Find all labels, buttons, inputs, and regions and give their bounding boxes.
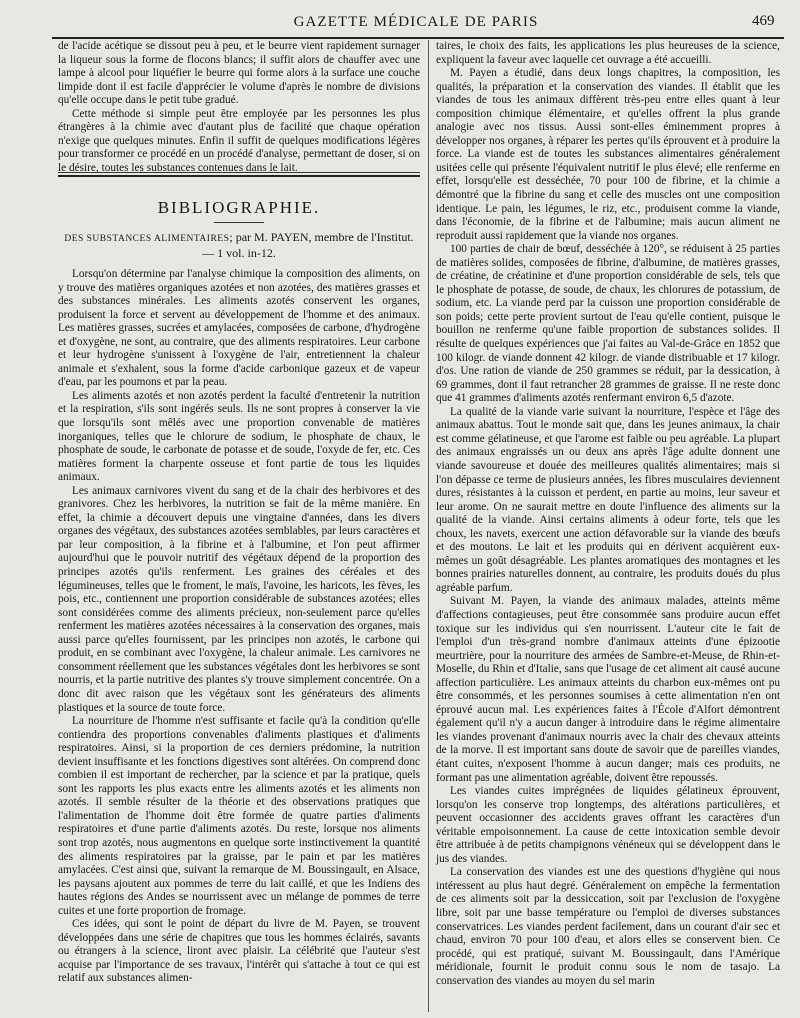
section-divider (58, 175, 420, 177)
paragraph: La qualité de la viande varie suivant la nourriture, l'espèce et l'âge des animaux abattus. Tout le monde sait que, dans les jeunes animaux, la chair est comme gélatineuse, et que l'arome est faible ou peu agréable. La plupart des animaux engraissés un ou deux ans après l'âge adulte donnent une viande savoureuse et douée des meilleures qualités alimentaires; mais si l'on dépasse ce terme de plusieurs années, les fibres musculaires deviennent dures, résistantes à la cuisson et perdent, en partie au moins, leur saveur et leur arome. On ne saurait mettre en doute l'influence des aliments sur la qualité de la viande. Ainsi certains aliments à odeur forte, tels que les choux, les navets, exercent une action défavorable sur la viande des bœufs et des moutons. Le lait et les produits qui en dérivent acquièrent eux-mêmes un goût désagréable. Les plantes aromatiques des montagnes et les bonnes prairies naturelles donnent, au contraire, les produits doués du plus agréable parfum. (436, 405, 780, 594)
section-title: BIBLIOGRAPHIE. (157, 198, 321, 217)
paragraph: Suivant M. Payen, la viande des animaux malades, atteints même d'affections contagieuses, peut être consommée sans produire aucun effet toxique sur les individus qui s'en nourrissent. L'auteur cite le fait de l'emploi d'un très-grand nombre d'animaux atteints d'une épizootie meurtrière, pour la nourriture des armées de Sambre-et-Meuse, de Rhin-et-Moselle, du Rhin et d'Italie, sans que l'usage de cet aliment ait causé aucune affection particulière. Les animaux atteints du charbon eux-mêmes ont pu être consommés, et les personnes soumises à cette alimentation n'en ont éprouvé aucun mal. Les expériences faites à l'École d'Alfort démontrent également qu'il n'y a aucun danger à introduire dans le régime alimentaire les viandes provenant d'animaux nourris avec la chair des chevaux atteints de la morve. Il est important sans doute de savoir que de pareilles viandes, étant cuites, n'exposent l'homme à aucun danger; mais ces produits, ne formant pas une alimentation agréable, doivent être repoussés. (436, 595, 780, 784)
paragraph: Les animaux carnivores vivent du sang et de la chair des herbivores et des granivores. Chez les herbivores, la nutrition se fait de la même manière. En effet, la chimie a découvert depuis une vingtaine d'années, dans les divers organes des végétaux, des substances azotées semblables, par leurs caractères et par leur composition, à la fibrine et à l'albumine, et l'on peut affirmer aujourd'hui que le pouvoir nutritif des végétaux dépend de la proportion des principes azotés qu'ils renferment. Les graines des céréales et des légumineuses, telles que le froment, le maïs, l'avoine, les haricots, les fèves, les pois, etc., contiennent une proportion considérable de substances azotées; elles sont considérées comme des aliments précieux, non-seulement parce qu'elles renferment les matières azotées nécessaires à la conservation des organes, mais aussi parce qu'elles fournissent, par les principes non azotés, le carbone qui produit, en se combinant avec l'oxygène, la chaleur animale. Les carnivores ne consomment réellement que les substances végétales dont les herbivores se sont nourris, et la partie nutritive des plantes s'y trouve simplement concentrée. On a donc dit avec raison que les végétaux sont les générateurs des aliments plastiques et la source de toute force. (58, 484, 420, 714)
bibliographic-reference (58, 230, 420, 260)
section-divider (58, 172, 420, 173)
paragraph: Cette méthode si simple peut être employée par les personnes les plus étrangères à la chimie avec d'autant plus de facilité que chaque opération n'exige que quelques minutes. Enfin il suffit de quelques modifications légères pour transformer ce procédé en un procédé d'analyse, permettant de doser, si on le désire, toutes les substances contenues dans le lait. (58, 107, 420, 174)
paragraph: Les aliments azotés et non azotés perdent la faculté d'entretenir la nutrition et la respiration, s'ils sont ingérés seuls. Ils ne sont propres à conserver la vie que lorsqu'ils sont mêlés avec une proportion convenable de matières inorganiques, telles que le chlorure de sodium, le phosphate de chaux, le phosphate de soude, le carbonate de potasse et de soude, l'oxyde de fer, etc. Ces matières forment la charpente osseuse et font partie de tous les liquides animaux. (58, 389, 420, 484)
paragraph: Les viandes cuites imprégnées de liquides gélatineux éprouvent, lorsqu'on les conserve trop longtemps, des altérations particulières, et peuvent occasionner des accidents graves offrant les caractères d'un véritable empoisonnement. La cause de cette intoxication semble devoir être attribuée à de petits champignons vénéneux qui se développent dans le jus des viandes. (436, 785, 780, 865)
right-column (436, 40, 780, 988)
paragraph: Lorsqu'on détermine par l'analyse chimique la composition des aliments, on y trouve des matières organiques azotées et non azotées, des matières grasses et des substances minérales. Les aliments azotés conservent les organes, produisent la force et servent au développement de l'homme et des animaux. Les matières grasses, sucrées et amylacées, composées de carbone, d'hydrogène et d'oxygène, ne sont, au contraire, que des aliments respiratoires. Leur carbone et leur hydrogène s'unissent à l'oxygène de l'air, entretiennent la chaleur animale et s'exhalent, sous la forme d'acide carbonique gazeux et de vapeur d'eau, par les poumons et par la peau. (58, 268, 420, 389)
paragraph: taires, le choix des faits, les applications les plus heureuses de la science, expliquent la faveur avec laquelle cet ouvrage a été accueilli. (436, 40, 780, 66)
paragraph: 100 parties de chair de bœuf, desséchée à 120°, se réduisent à 25 parties de matières solides, composées de fibrine, d'albumine, de matières grasses, de créatine, de créatinine et d'une proportion considérable de sels, tels que le phosphate de potasse, de soude, de chaux, les chlorures de potassium, de sodium, etc. La viande perd par la cuisson une proportion considérable de son poids; cette perte provient surtout de l'eau qu'elle contient, puisque le bouillon ne renferme qu'une faible proportion de substances solides. Il résulte de quelques expériences que j'ai faites au Val-de-Grâce en 1852 que 100 kilogr. de viande donnent 42 kilogr. de viande distribuable et 17 kilogr. d'os. Une ration de viande de 250 grammes se réduit, par la dessication, à 69 grammes, dont il faut retrancher 28 grammes de graisse. Il ne reste donc que 41 grammes d'aliments azotés renfermant environ 6,5 d'azote. (436, 243, 780, 405)
column-separator (428, 40, 429, 1012)
left-column-top (58, 40, 420, 175)
left-column-body (58, 268, 420, 986)
paragraph: M. Payen a étudié, dans deux longs chapitres, la composition, les qualités, la préparation et la conservation des viandes. Il établit que les viandes de tous les animaux diffèrent très-peu entre elles quant à leur composition chimique élémentaire, et qu'elles offrent la plus grande analogie avec nos tissus. Aussi sont-elles éminemment propres à développer nos organes, à réparer les pertes qu'ils éprouvent et à produire la force. La viande est de toutes les substances alimentaires généralement usitées celle qui présente l'équivalent nutritif le plus élevé; elle renferme en effet, lorsqu'elle est desséchée, 70 pour 100 de fibrine, et la chimie a démontré que la fibrine du sang et celle des muscles ont une composition identique. Le pain, les légumes, le riz, etc., produisent comme la viande, dans l'économie, de la fibrine et de l'albumine; mais aucun aliment ne reproduit aussi rapidement que la viande nos organes. (436, 67, 780, 242)
paragraph: La nourriture de l'homme n'est suffisante et facile qu'à la condition qu'elle contiendra des proportions convenables d'aliments plastiques et d'aliments respiratoires. Ainsi, si la proportion de ces derniers prédomine, la nutrition devient insuffisante et les fonctions digestives sont altérées. On comprend donc combien il est important de rechercher, par la science et par la pratique, quels sont les rapports les plus exacts entre les aliments azotés et les aliments non azotés. Il semble résulter de la théorie et des observations pratiques que l'alimentation de l'homme doit être formée de quatre parties d'aliments respiratoires et d'une partie d'aliments azotés. Du reste, lorsque nos aliments sont trop azotés, nous augmentons en quelque sorte instinctivement la quantité des aliments respiratoires par la graisse, par le pain et par les matières amylacées. C'est ainsi que, suivant la remarque de M. Boussingault, en Alsace, les paysans ajoutent aux pommes de terre du lait caillé, et que les Indiens des hautes régions des Andes se nourrissent avec un mélange de pommes de terre cuites et une forte proportion de fromage. (58, 715, 420, 917)
page-number: 469 (752, 13, 775, 29)
paragraph: de l'acide acétique se dissout peu à peu, et le beurre vient rapidement surnager la liqueur sous la forme de flocons blancs; il suffit alors de chauffer avec une lampe à alcool pour liquéfier le beurre qui forme alors à la surface une couche limpide dont il est facile d'apprécier le volume d'après le nombre de divisions qu'elle occupe dans le petit tube gradué. (58, 40, 420, 107)
page-header-title: GAZETTE MÉDICALE DE PARIS (293, 14, 539, 30)
paragraph: La conservation des viandes est une des questions d'hygiène qui nous intéressent au plus haut degré. Généralement on empêche la fermentation de ces aliments soit par la dessiccation, soit par l'exclusion de l'oxygène libre, soit par une basse température ou l'emploi de diverses substances conservatrices. Les viandes perdent facilement, dans un courant d'air sec et chaud, environ 70 pour 100 d'eau, et alors elles se conservent bien. Ce procédé, qui est pratiqué, suivant M. Boussingault, dans l'Amérique méridionale, fournit le produit connu sous le nom de tasajo. La conservation des viandes au moyen du sel marin (436, 866, 780, 987)
book-author: ; par M. PAYEN, membre de l'Institut. — 1 vol. in-12. (202, 230, 414, 260)
book-title: DES SUBSTANCES ALIMENTAIRES (64, 234, 230, 244)
title-underline (214, 222, 264, 223)
paragraph: Ces idées, qui sont le point de départ du livre de M. Payen, se trouvent développées dans une série de chapitres que tous les hommes éclairés, savants ou étrangers à la science, liront avec plaisir. La célébrité que l'auteur s'est acquise par l'importance de ses travaux, l'intérêt qui s'attache à tout ce qui est relatif aux substances alimen- (58, 918, 420, 985)
header-rule (52, 37, 784, 39)
